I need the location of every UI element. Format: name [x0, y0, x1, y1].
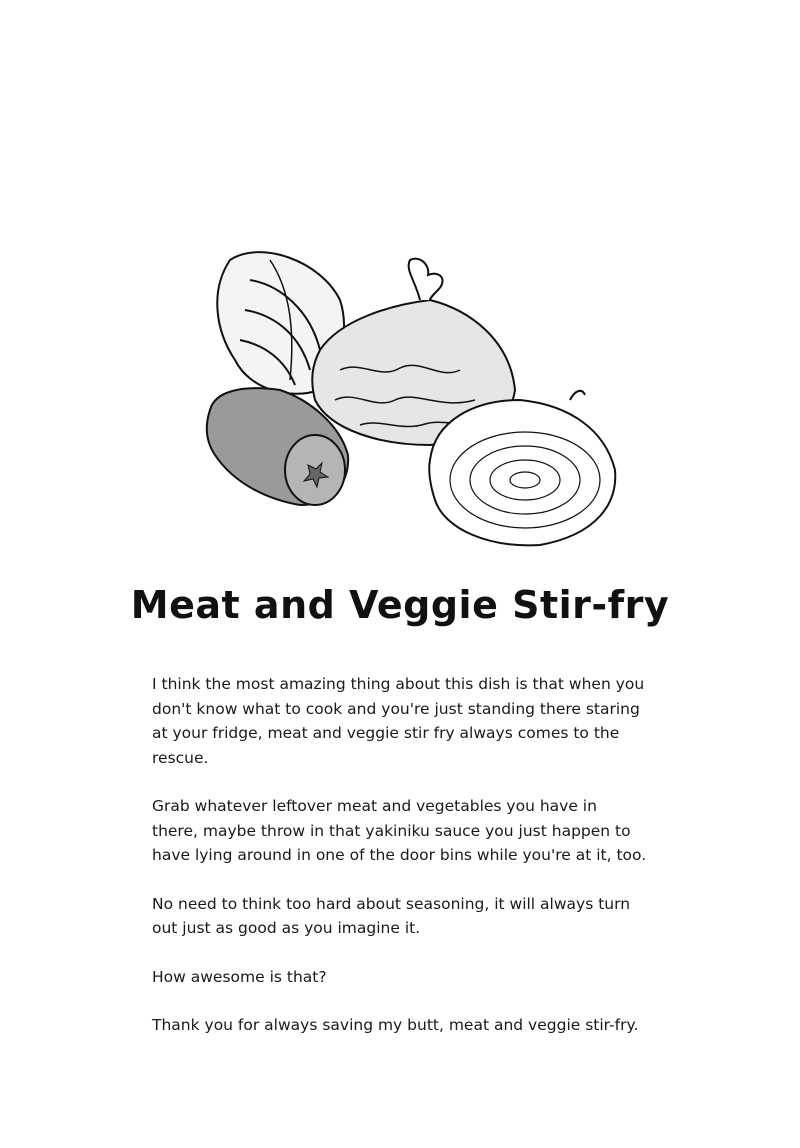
- paragraph: Thank you for always saving my butt, meat and veggie stir-fry.: [152, 1016, 639, 1034]
- paragraph: How awesome is that?: [152, 967, 327, 986]
- page-title: Meat and Veggie Stir-fry: [130, 583, 670, 627]
- paragraph: Grab whatever leftover meat and vegetables you have in there, maybe throw in that yakiniku sauce you just happen to have lying around in one of the door bins while you're at it, too.: [152, 797, 647, 864]
- paragraph: I think the most amazing thing about this dish is that when you don't know what to cook and you're just standing there staring at your fridge, meat and veggie stir fry always comes to the rescue.: [152, 675, 645, 767]
- body-text: [152, 672, 672, 1062]
- ingredients-illustration: [190, 240, 620, 570]
- paragraph: No need to think too hard about seasoning, it will always turn out just as good as you imagine it.: [152, 894, 631, 937]
